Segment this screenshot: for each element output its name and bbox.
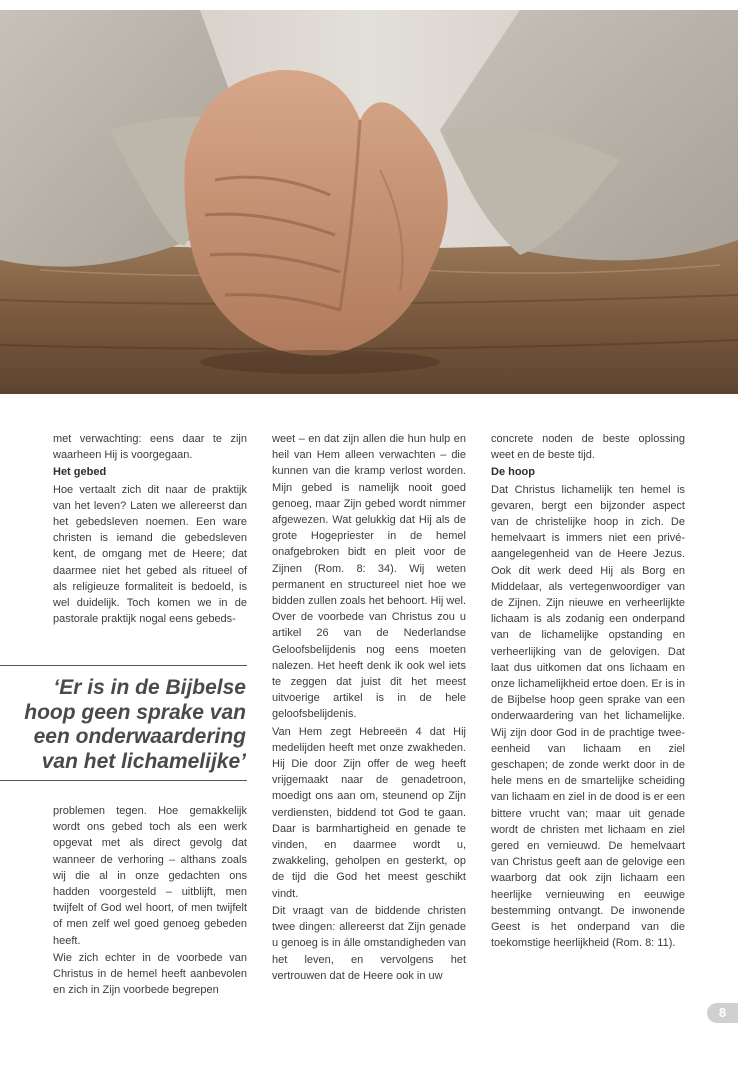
column-2 bbox=[272, 431, 466, 985]
column-1-continued bbox=[53, 803, 247, 999]
column-1-continued-paragraph-2: Wie zich echter in de voorbede van Christus in de hemel heeft aanbevolen en zich in Zijn voorbede begrepen bbox=[53, 951, 247, 997]
column-3-paragraph: Dat Christus lichamelijk ten hemel is gevaren, bergt een bijzonder aspect van de christelijke hoop in zich. De hemelvaart is immers niet een privé-aangelegenheid van de Heere Jezus. Ook dit werk deed Hij als Borg en Middelaar, als vertegenwoordiger van de Zijnen. Zijn nieuwe en verheerlijkte lichaam is als zodanig een onderpand van de lichamelijke opstanding en verheerlijking van de gelovigen. Dat laat dus uitkomen dat ons lichaam en onze lichamelijkheid ertoe doen. Er is in de Bijbelse hoop geen sprake van een onderwaardering van het lichamelijke. Wij zijn door God in de prachtige twee-eenheid van lichaam en ziel geschapen; de zonde werkt door in de hele mens en de smartelijke scheiding van lichaam en ziel in de dood is er een bittere vrucht van; maar uit genade wordt de christen met lichaam en ziel gered en vernieuwd. De hemelvaart van Christus geeft aan de gelovige een waarborg dat ook zijn lichaam een heerlijke vernieuwing en eeuwige bestemming ontvangt. De inwonende Geest is het onderpand van die toekomstige heerlijkheid (Rom. 8: 11). bbox=[491, 483, 685, 950]
column-2-paragraph-1: weet – en dat zijn allen die hun hulp en heil van Hem alleen verwachten – die kunnen van die kramp verlost worden. Mijn gebed is namelijk nooit goed genoeg, maar Zijn gebed wordt nimmer afgewezen. Wat gelukkig dat Hij als de grote Hogepriester in de hemel onafgebroken bidt en pleit voor de Zijnen (Rom. 8: 34). Wij weten permanent en structureel niet hoe we bidden zullen zoals het behoort. Hij wel. Over de voorbede van Christus zou u artikel 26 van de Nederlandse Geloofsbelijdenis nog eens moeten nalezen. Het heeft denk ik ook wel iets te zeggen dat juist dit het meest uitvoerige artikel is in de hele geloofsbelijdenis. bbox=[272, 433, 466, 721]
column-2-paragraph-2: Van Hem zegt Hebreeën 4 dat Hij medelijden heeft met onze zwakheden. Hij Die door Zijn offer de weg heeft vrijgemaakt naar de genadetroon, moedigt ons aan om, steunend op Zijn verdiensten, biddend tot God te gaan. Daar is barmhartigheid en genade te vinden, en daarmee wordt u, zwakkeling, geholpen en gesterkt, op de tijd die God het meest geschikt vindt. bbox=[272, 725, 466, 900]
column-1-intro: met verwachting: eens daar te zijn waarheen Hij is voorgegaan. bbox=[53, 433, 247, 462]
column-2-paragraph-3: Dit vraagt van de biddende christen twee dingen: allereerst dat Zijn genade u genoeg is in álle omstandigheden van het leven, en vervolgens het vertrouwen dat de Heere ook in uw bbox=[272, 904, 466, 982]
folded-hands-illustration bbox=[0, 10, 738, 394]
heading-de-hoop: De hoop bbox=[491, 466, 535, 479]
page-number: 8 bbox=[707, 1003, 738, 1023]
pull-quote: ‘Er is in de Bijbelse hoop geen sprake van een onderwaardering van het lichamelijke’ bbox=[24, 676, 246, 773]
hero-photo bbox=[0, 10, 738, 394]
column-1 bbox=[53, 431, 247, 628]
heading-het-gebed: Het gebed bbox=[53, 466, 107, 479]
pull-quote-bottom-rule bbox=[0, 780, 247, 781]
column-3 bbox=[491, 431, 685, 953]
column-1-continued-paragraph-1: problemen tegen. Hoe gemakkelijk wordt ons gebed toch als een werk opgevat met als direct gevolg dat wanneer de verhoring – althans zoals wij die al in onze gedachten ons hadden voorgesteld – uitblijft, men twijfelt of God wel hoort, of men twijfelt of men zelf wel goed genoeg gebeden heeft. bbox=[53, 805, 247, 947]
pull-quote-top-rule bbox=[0, 665, 247, 666]
column-3-intro: concrete noden de beste oplossing weet en de beste tijd. bbox=[491, 433, 685, 462]
column-1-paragraph: Hoe vertaalt zich dit naar de praktijk van het leven? Laten we allereerst dan het gebedsleven noemen. Een ware christen is iemand die gebedsleven kent, de omgang met de Heere; dat daarmee niet het gebed als ritueel of als religieuze formaliteit is bedoeld, is wel duidelijk. Toch komen we in de pastorale praktijk nogal eens gebeds- bbox=[53, 483, 247, 626]
